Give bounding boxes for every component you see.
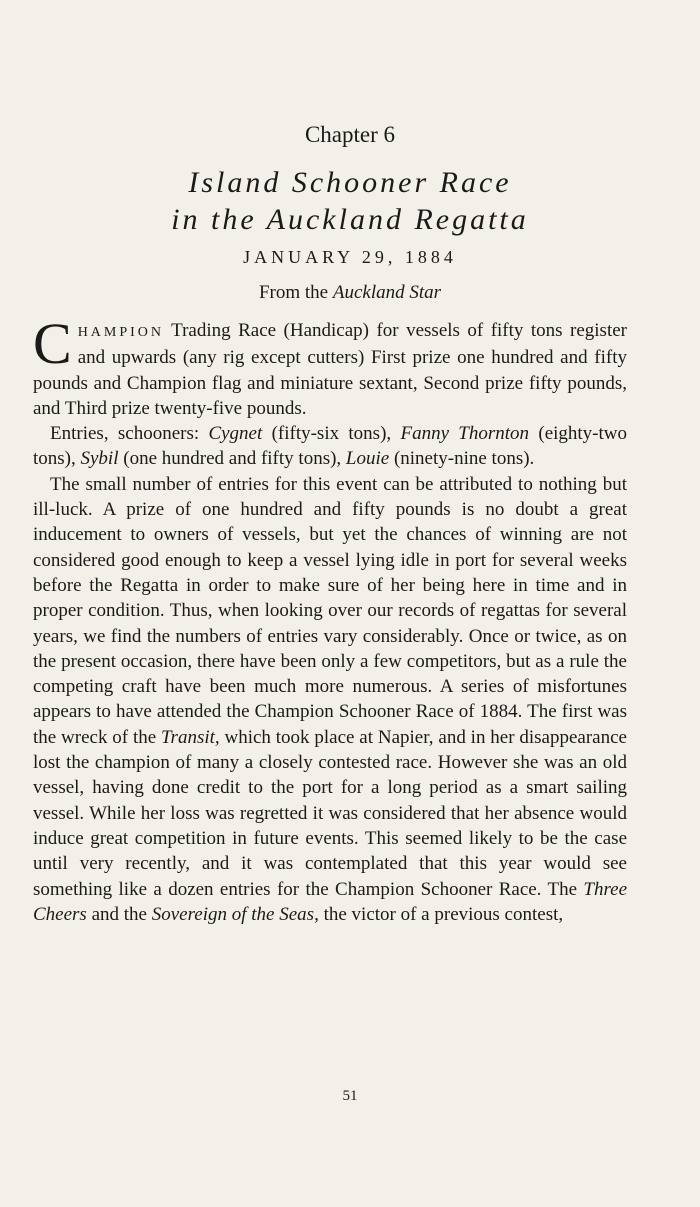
- ship-tonnage: (fifty-six tons),: [262, 423, 401, 445]
- ship-name: Cygnet: [208, 423, 263, 445]
- drop-cap: C: [33, 311, 72, 376]
- ship-name: Sybil: [80, 448, 119, 470]
- source-line: [0, 282, 700, 304]
- source-prefix: From the: [258, 282, 333, 303]
- entries-lead: Entries, schooners:: [50, 423, 209, 445]
- paragraph-1: [33, 311, 627, 421]
- ship-name: Sovereign of the Seas,: [151, 903, 319, 925]
- small-caps-word: HAMPION: [77, 325, 165, 340]
- page-number: 51: [342, 1088, 358, 1104]
- paragraph-3-text: and the: [86, 903, 152, 925]
- ship-tonnage: (ninety-nine tons).: [389, 448, 535, 470]
- ship-name: Transit,: [161, 726, 220, 748]
- chapter-heading: Chapter 6: [304, 122, 396, 147]
- ship-name: Three Cheers: [33, 878, 627, 925]
- chapter-title-line-2: in the Auckland Regatta: [171, 203, 529, 236]
- paragraph-3-text: the victor of a previous contest,: [318, 903, 564, 925]
- chapter-date: JANUARY 29, 1884: [243, 247, 457, 267]
- body-text: [33, 311, 628, 927]
- ship-tonnage: (eighty-two tons),: [33, 423, 628, 470]
- chapter-title-line-1: Island Schooner Race: [188, 166, 512, 199]
- paragraph-2: [33, 421, 627, 472]
- ship-name: Louie: [345, 448, 390, 470]
- paragraph-3-text: which took place at Napier, and in her disappearance lost the champion of many a closely contested race. However she was an old vessel, having done credit to the port for a long period as a smart sailing vessel. While her loss was regretted it was considered that her absence would induce great competition in future events. This seemed likely to be the case until very recently, and it was contemplated that this year would see something like a dozen entries for the Champion Schooner Race. The: [33, 726, 627, 900]
- ship-tonnage: (one hundred and fifty tons),: [118, 448, 346, 470]
- paragraph-1-text: Trading Race (Handicap) for vessels of fifty tons register and upwards (any rig except cutters) First prize one hundred and fifty pounds and Champion flag and miniature sextant, Second prize fifty pounds, and Third prize twenty-five pounds.: [33, 320, 627, 419]
- paragraph-3: [33, 472, 627, 927]
- paragraph-3-text: The small number of entries for this event can be attributed to nothing but ill-luck. A prize of one hundred and fifty pounds is no doubt a great inducement to owners of vessels, but yet the chances of winning are not considered good enough to keep a vessel lying idle in port for several weeks before the Regatta in order to make sure of her being here in time and in proper condition. Thus, when looking over our records of regattas for several years, we find the numbers of entries vary considerably. Once or twice, as on the present occasion, there have been only a few competitors, but as a rule the competing craft have been much more numerous. A series of misfortunes appears to have attended the Champion Schooner Race of 1884. The first was the wreck of the: [33, 473, 627, 748]
- ship-name: Fanny Thornton: [400, 423, 530, 445]
- source-name: Auckland Star: [332, 282, 442, 303]
